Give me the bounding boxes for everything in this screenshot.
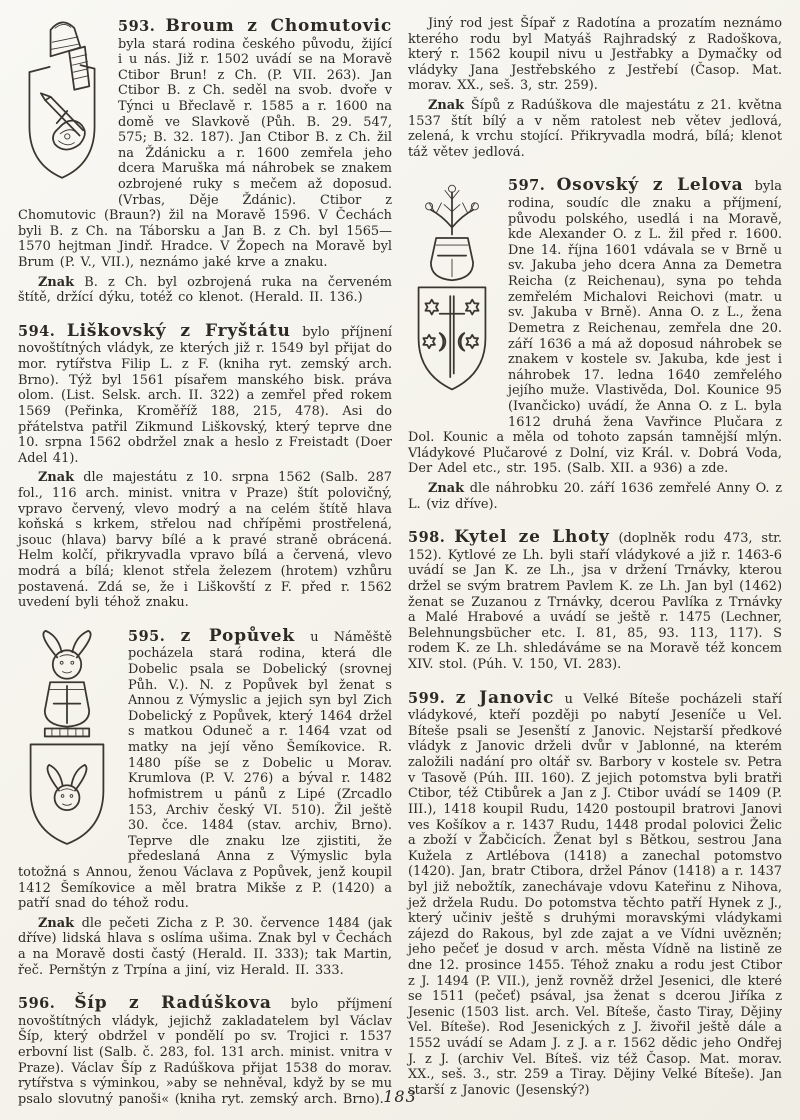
- entry-596-continuation: [408, 16, 782, 160]
- entry-599-body: u Velké Bíteše pocházeli staří vládykové, kteří později po nabytí Jeseníče u Vel. Bíteše psali se Jesenští z Janovic. Nejstarší předkové vládyk z Janovic drželi dvůr v Jablonné, na kterém založili nadání pro oltář sv. Barbory v kostele sv. Petra v Tasově (Púh. III. 160). Z jejich potomstva byli bratři Ctibor, též Ctibůrek a Jan z J. Ctibor uvádí se 1409 (P. III.), 1418 koupil Rudu, 1420 postoupil bratrovi Janovi ves Košíkov a r. 1437 Rudu, 1448 prodal polovici Želic a zboží v Žabčicích. Ženat byl s Bětkou, sestrou Jana Kužela z Artlébova (1418) a zanechal potomstvo (1420). Jan, bratr Ctibora, držel Pánov (1418) a r. 1437 byl již nebožtík, zanechávaje vdovu Kateřinu z Nihova, jež držela Rudu. Do potomstva těchto patří Hynek z J., který učiniv ještě s druhými moravskými vládykami zájezd do Rakous, byl zde zajat a ve Vídni uvězněn; jeho pečeť je dosud v arch. města Vídně na listině ze dne 12. prosince 1455. Téhož znaku a rodu jest Ctibor z J. 1494 (P. VII.), jenž rovněž držel Jesenici, dle které se 1511 (pečeť) psával, jsa ženat s dcerou Jiříka z Jesenic (1503 list. arch. Vel. Bíteše, často Tiray, Dějiny Vel. Bíteše). Rod Jesenických z J. živořil ještě dále a 1552 uvádí se Adam J. z J. a r. 1562 dědic jeho Ondřej J. z J. (archiv Vel. Bíteš. viz též Časop. Mat. morav. XX., seš. 3., str. 259 a Tiray. Dějiny Velké Bíteše). Jan starší z Janovic (Jesenský?): [408, 691, 782, 1098]
- coat-of-arms-broum: [18, 19, 106, 201]
- znak-label: Znak: [38, 915, 75, 931]
- entry-596-continuation-paragraph: Jiný rod jest Šípař z Radotína a prozatím neznámo kterého rodu byl Matyáš Rajhradský z Radoškova, který r. 1562 koupil nivu u Jestřabky a Dymačky od vládyky Jana Jestřebského z Jestřebí (Časop. Mat. morav. XX., seš. 3, str. 259).: [408, 16, 782, 94]
- entry-595-number: 595.: [128, 627, 166, 645]
- entry-599-number: 599.: [408, 689, 446, 707]
- entry-594-number: 594.: [18, 322, 56, 340]
- entry-593-znak: [18, 275, 392, 306]
- entry-597-number: 597.: [508, 177, 546, 195]
- entry-595-znak-text: dle pečeti Zicha z P. 30. července 1484 (jak dříve) lidská hlava s oslíma ušima. Znak byl v Čechách a na Moravě dosti častý (Herald. II. 333); tak Martin, řeč. Pernštýn z Trpína a jiní, viz Herald. II. 333.: [18, 915, 392, 978]
- entry-597-osovsky: [408, 175, 782, 512]
- entry-596-number: 596.: [18, 995, 56, 1013]
- entry-593-name: Broum z Chomutovic: [165, 16, 392, 36]
- entry-599-paragraph: [408, 688, 782, 1099]
- entry-597-znak: [408, 481, 782, 512]
- entry-598-body: Kytlové ze Lh. byli staří vládykové a již r. 1463-6 uvádí se Jan K. ze Lh., jsa v držení Trnávky, kterou držel se svým bratrem Pavlem K. ze Lh. Jan byl (1462) ženat se Zuzanou z Trnávky, dcerou Pavlíka z Trnávky a Malé Hrabové a uvádí se ještě r. 1475 (Lechner, Belehnungsbücher etc. I. 81, 85, 93. 113, 117). S rodem K. ze Lh. shledáváme se na Moravě též koncem XIV. stol. (Púh. V. 150, VI. 283).: [408, 547, 782, 673]
- entry-598-name: Kytel ze Lhoty: [454, 527, 610, 548]
- znak-label: Znak: [428, 481, 465, 497]
- entry-593-body: byla stará rodina českého původu, žijící i u nás. Již r. 1502 uvádí se na Moravě Ctibor Brun! z Ch. (P. VII. 263). Jan Ctibor B. z Ch. seděl na svob. dvoře v Týnci u Břeclavě r. 1585 a r. 1600 na domě ve Slavkově (Půh. B. 29. 547, 575; B. 32. 187). Jan Ctibor B. z Ch. žil na Ždánicku a r. 1600 zemřela jeho dcera Maruška má náhrobek se znakem ozbrojené ruky s mečem až doposud. (Vrbas, Děje Ždánic). Ctibor z Chomutovic (Braun?) žil na Moravě 1596. V Čechách byli B. z Ch. na Táborsku a Jan B. z Ch. byl 1565—1570 hejtman Jindř. Hradce. V Žopech na Moravě byl Brum (P. V., VII.), neznámo jaké krve a znaku.: [18, 36, 392, 271]
- entry-593-broum: [18, 16, 392, 306]
- entry-599-name: z Janovic: [455, 687, 555, 708]
- entry-596-body: bylo příjmení novoštítných vládyk, jejichž zakladatelem byl Václav Šíp, který obdržel v pondělí po sv. Trojici r. 1537 erbovní list (Salb. č. 283, fol. 131 arch. minist. vnitra v Praze). Václav Šíp z Radúškova přijat 1538 do morav. rytířstva s výminkou, »aby se nehněval, když by se mu psalo slovutný panoši« (kniha ryt. zemský arch. Brno).: [18, 997, 392, 1107]
- coat-of-arms-popuvek: [18, 629, 116, 851]
- helmet-shield-armored-arm-sword-icon: [18, 19, 106, 201]
- entry-598-kytel: [408, 527, 782, 672]
- entry-593-paragraph: [18, 16, 392, 271]
- page-number: 183: [383, 1087, 417, 1106]
- entry-593-number: 593.: [118, 18, 156, 35]
- entry-594-znak-text: dle majestátu z 10. srpna 1562 (Salb. 287 fol., 116 arch. minist. vnitra v Praze) štít polovičný, vpravo červený, vlevo modrý a na celém štítě hlava koňská s krkem, střelou nad chřípěmi prostřelená, jsouc (hlava) barvy bílé a k pravé straně obrácená. Helm kolčí, přikryvadla vpravo bílá a červená, vlevo modrá a bílá; klenot střela železem (hrotem) vzhůru postavená. Zdá se, že i Liškovští z F. před r. 1562 uvedení byli téhož znaku.: [18, 470, 392, 611]
- entry-598-number: 598.: [408, 529, 446, 547]
- crest-head-donkey-ears-helmet-shield-icon: [18, 629, 116, 851]
- entry-595-popuvek: [18, 626, 392, 978]
- entry-597-body: byla rodina, soudíc dle znaku a příjmení, původu polského, usedlá i na Moravě, kde Alexander O. z L. žil před r. 1600. Dne 14. října 1601 vdávala se v Brně u sv. Jakuba jeho dcera Anna za Demetra Reicha (z Reichenau), syna po tehda zemřelém Michalovi Reichovi (matr. u sv. Jakuba v Brně). Anna O. z L., žena Demetra z Reichenau, zemřela dne 20. září 1636 a má až doposud náhrobek se znakem v kostele sv. Jakuba, kde jest i náhrobek 17. ledna 1640 zemřelého jejího muže. Vlastivěda, Dol. Kounice 95 (Ivančicko) uvádí, že Anna O. z L. byla 1612 druhá žena Vavřince Plučara z Dol. Kounic a měla od tohoto zapsán tamnější mlýn. Vládykové Plučarové z Dolní, viz Král. v. Dobrá Voda, Der Adel etc., str. 195. (Salb. XII. a 936) a zde.: [408, 179, 782, 477]
- crest-branches-helmet-shield-cross-stars-crescents-icon: [408, 178, 496, 416]
- znak-label: Znak: [428, 98, 465, 114]
- znak-label: Znak: [38, 470, 75, 486]
- entry-598-note: (doplněk rodu 473, str. 152).: [408, 531, 782, 563]
- entry-598-paragraph: [408, 527, 782, 672]
- entry-596-znak: [408, 98, 782, 160]
- entry-595-znak: [18, 916, 392, 978]
- entry-596-name: Šíp z Radúškova: [74, 993, 272, 1014]
- entry-599-janovic: [408, 688, 782, 1099]
- entry-594-paragraph: [18, 321, 392, 466]
- entry-595-body: u Náměště pocházela stará rodina, která dle Dobelic psala se Dobelický (srovnej Půh. V.). N. z Popůvek byl ženat s Annou z Výmyslic a jejich syn byl Zich Dobelický z Popůvek, který 1464 držel s matkou Oduneč a r. 1464 vzat od matky na její věno Šemíkovice. R. 1480 píše se z Dobelic u Morav. Krumlova (P. V. 276) a býval r. 1482 hofmistrem u pánů z Lipé (Zrcadlo 153, Archiv český VI. 510). Žil ještě 30. čce. 1484 (stav. archiv, Brno). Teprve dle znaku lze zjistiti, že předeslaná Anna z Výmyslic byla totožná s Annou, ženou Václava z Popůvek, jenž koupil 1412 Šemíkovice a měl bratra Mikše z P. (1420) a patří snad do téhož rodu.: [18, 629, 392, 912]
- entry-595-name: z Popůvek: [180, 625, 295, 646]
- coat-of-arms-osovsky: [408, 178, 496, 416]
- entry-597-znak-text: dle náhrobku 20. září 1636 zemřelé Anny O. z L. (viz dříve).: [408, 481, 782, 512]
- entry-596-znak-text: Šípů z Radúškova dle majestátu z 21. května 1537 štít bílý a v něm ratolest neb větev jedlová, zelená, k vrchu stojící. Přikryvadla modrá, bílá; klenot táž větev jedlová.: [408, 98, 782, 160]
- entry-597-paragraph: [408, 175, 782, 477]
- left-column: [18, 16, 392, 1107]
- entry-594-znak: [18, 470, 392, 610]
- entry-594-liskovsky: [18, 321, 392, 611]
- entry-594-name: Liškovský z Fryštátu: [66, 320, 291, 341]
- znak-label: Znak: [38, 274, 75, 290]
- right-column: [408, 16, 782, 1107]
- entry-595-paragraph: [18, 626, 392, 912]
- two-column-layout: [18, 16, 782, 1107]
- entry-597-name: Osovský z Lelova: [556, 175, 744, 196]
- entry-593-znak-text: B. z Ch. byl ozbrojená ruka na červeném štítě, držící dýku, totéž co klenot. (Herald. II. 136.): [18, 274, 393, 306]
- entry-594-body: bylo příjnení novoštítných vládyk, ze kterých již r. 1549 byl přijat do mor. rytířstva Filip L. z F. (kniha ryt. zemský arch. Brno). Týž byl 1561 písařem manského bisk. práva olom. (List. Selsk. arch. II. 322) a zemřel před rokem 1569 (Peřinka, Kroměříž 188, 215, 478). Asi do přátelstva patřil Zikmund Liškovský, který teprve dne 10. srpna 1562 obdržel znak a heslo z Freistadt (Doer Adel 41).: [18, 324, 393, 466]
